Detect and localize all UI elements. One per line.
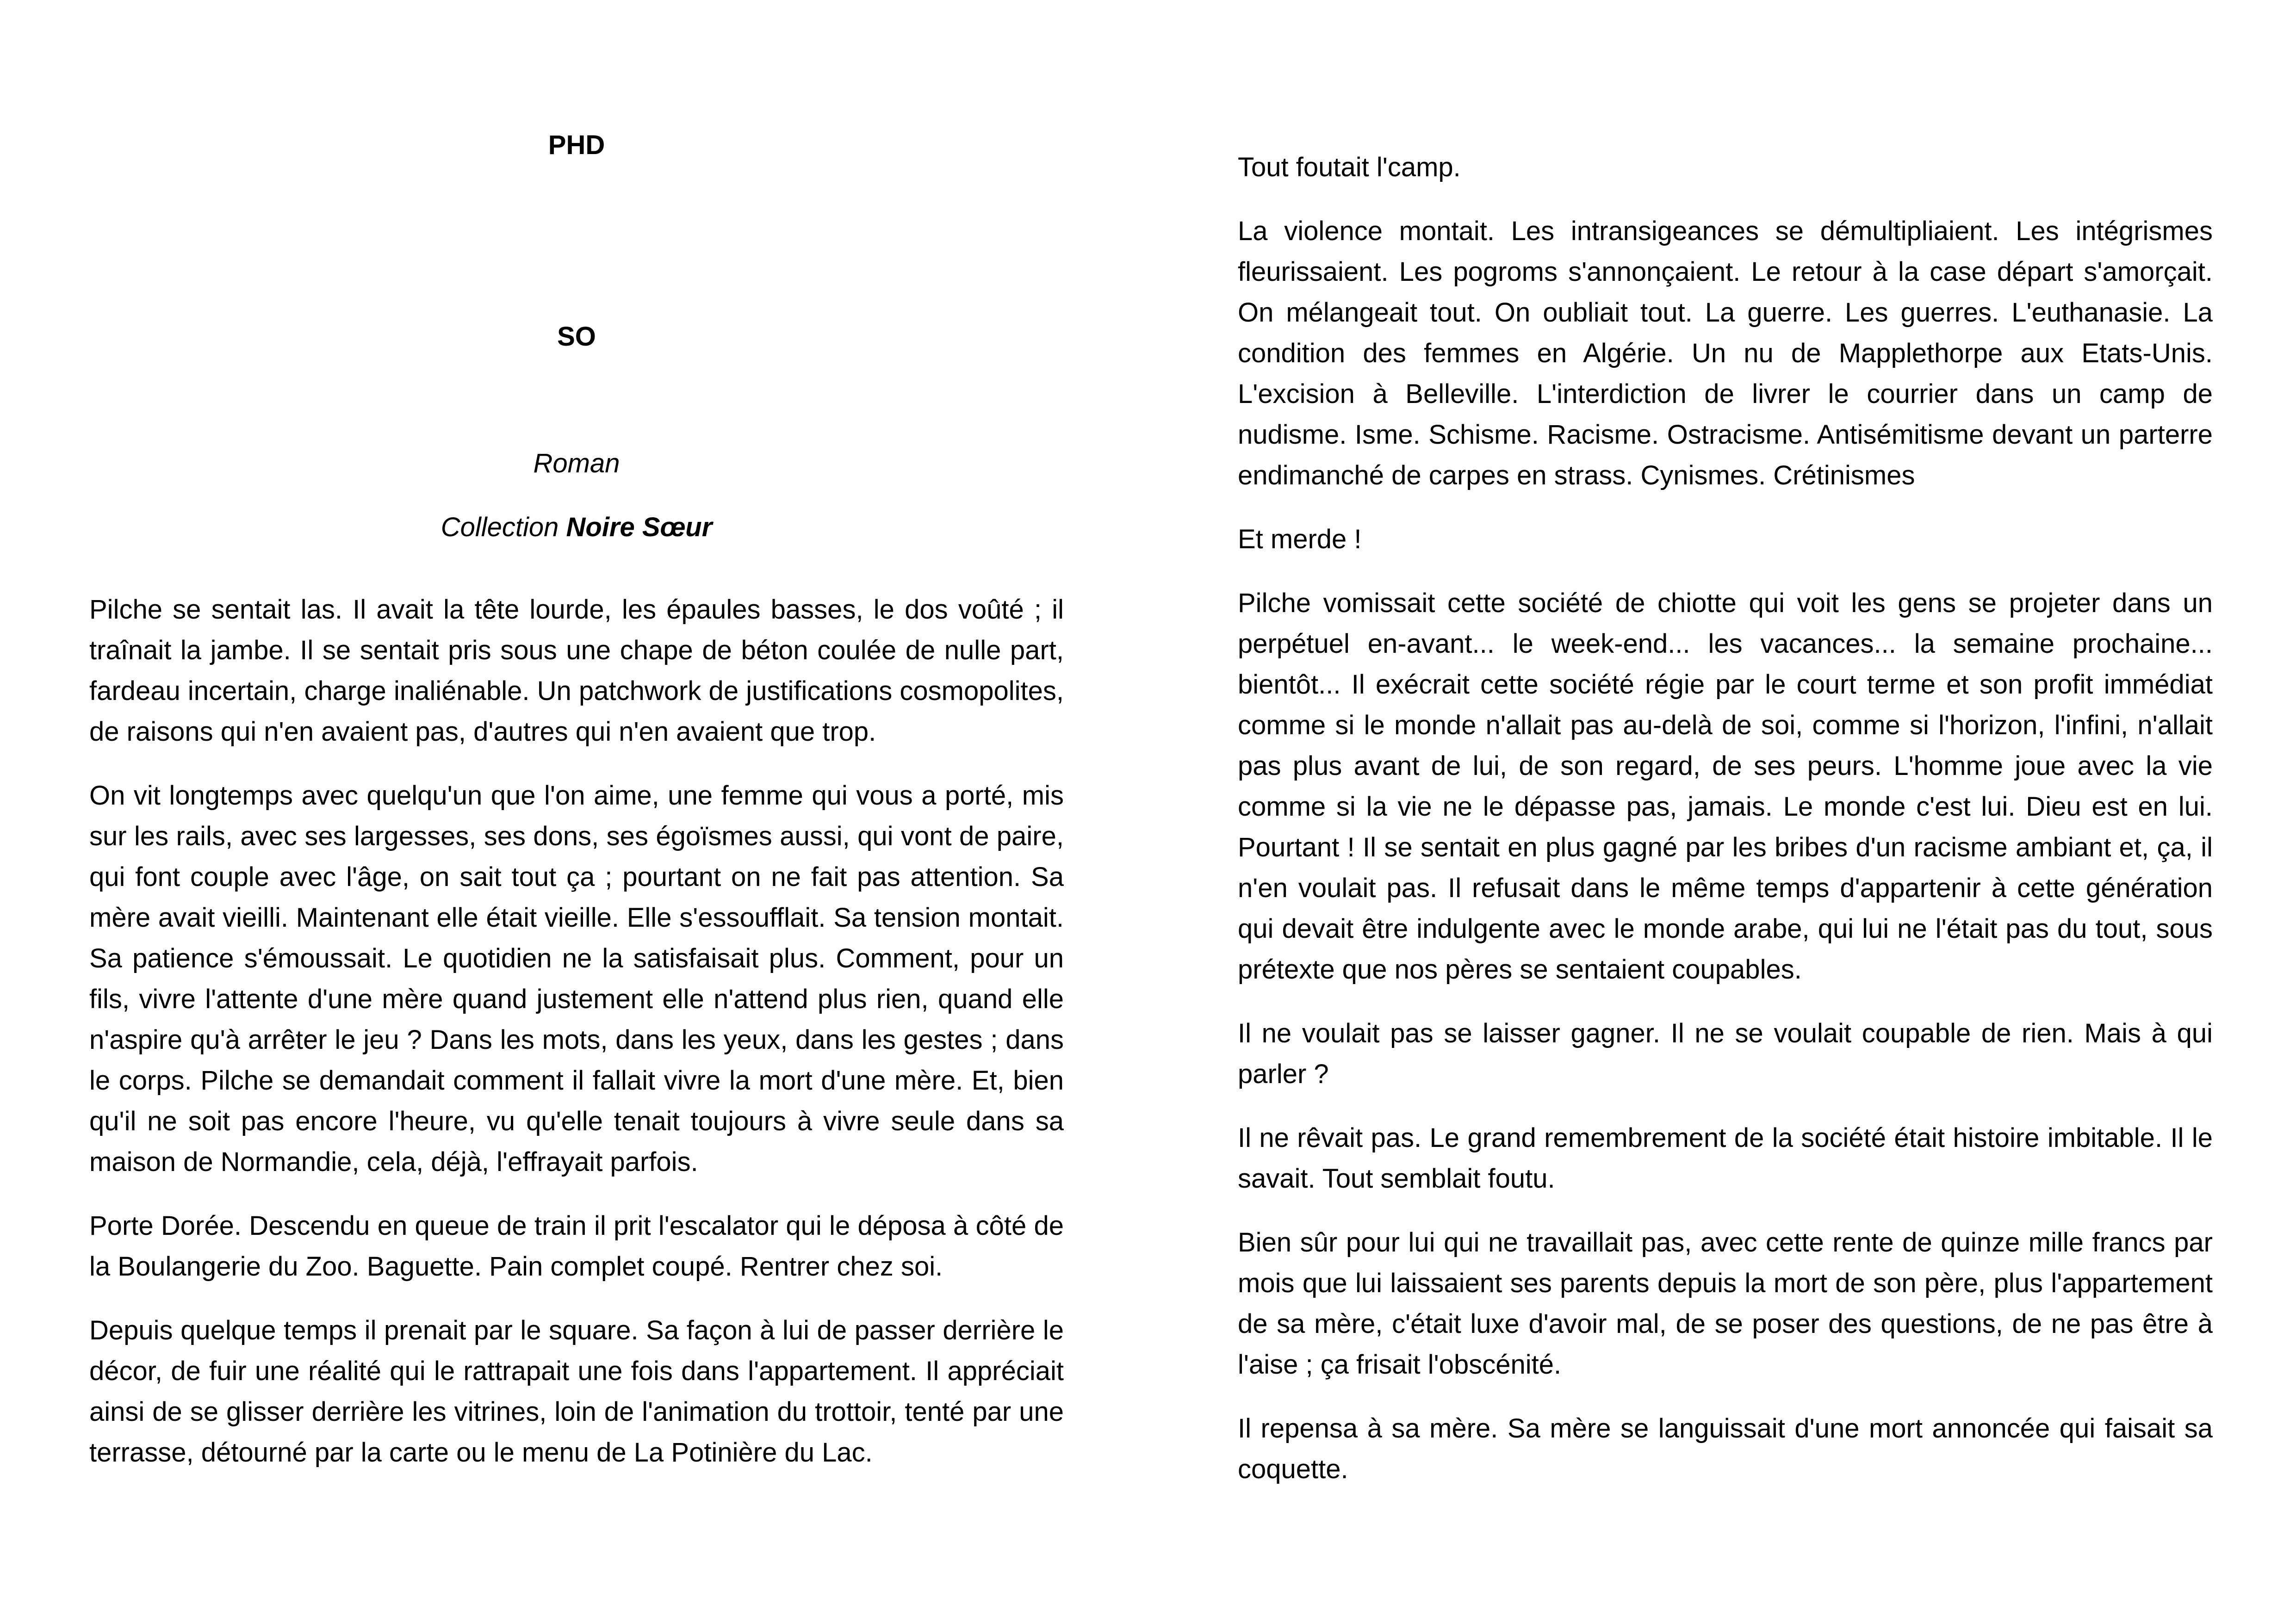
paragraph: Il ne rêvait pas. Le grand remembrement de la société était histoire imbitable. Il le savait. Tout semblait foutu. bbox=[1238, 1123, 2213, 1194]
paragraph: Bien sûr pour lui qui ne travaillait pas, avec cette rente de quinze mille francs par mois que lui laissaient ses parents depuis la mort de son père, plus l'appartement de sa mère, c'était luxe d'avoir mal, de se poser des questions, de ne pas être à l'aise ; ça frisait l'obscénité. bbox=[1238, 1227, 2213, 1380]
paragraph: La violence montait. Les intransigeances se démultipliaient. Les intégrismes fleurissaient. Les pogroms s'annonçaient. Le retour à la case départ s'amorçait. On mélangeait tout. On oubliait tout. La guerre. Les guerres. L'euthanasie. La condition des femmes en Algérie. Un nu de Mapplethorpe aux Etats-Unis. L'excision à Belleville. L'interdiction de livrer le courrier dans un camp de nudisme. Isme. Schisme. Racisme. Ostracisme. Antisémitisme devant un parterre endimanché de carpes en strass. Cynismes. Crétinismes bbox=[1238, 216, 2213, 490]
paragraph: Porte Dorée. Descendu en queue de train il prit l'escalator qui le déposa à côté de la Boulangerie du Zoo. Baguette. Pain complet coupé. Rentrer chez soi. bbox=[89, 1211, 1064, 1282]
book-genre: Roman bbox=[533, 448, 620, 478]
collection-name: Noire Sœur bbox=[566, 512, 713, 542]
right-text-column bbox=[1238, 147, 2213, 1513]
paragraph: Depuis quelque temps il prenait par le square. Sa façon à lui de passer derrière le décor, de fuir une réalité qui le rattrapait une fois dans l'appartement. Il appréciait ainsi de se glisser derrière les vitrines, loin de l'animation du trottoir, tenté par une terrasse, détourné par la carte ou le menu de La Potinière du Lac. bbox=[89, 1315, 1064, 1468]
paragraph: Pilche vomissait cette société de chiotte qui voit les gens se projeter dans un perpétuel en-avant... le week-end... les vacances... la semaine prochaine... bientôt... Il exécrait cette société régie par le court terme et son profit immédiat comme si le monde n'allait pas au-delà de soi, comme si l'horizon, l'infini, n'allait pas plus avant de lui, de son regard, de ses peurs. L'homme joue avec la vie comme si la vie ne le dépasse pas, jamais. Le monde c'est lui. Dieu est en lui. Pourtant ! Il se sentait en plus gagné par les bribes d'un racisme ambiant et, ça, il n'en voulait pas. Il refusait dans le même temps d'appartenir à cette génération qui devait être indulgente avec le monde arabe, qui lui ne l'était pas du tout, sous prétexte que nos pères se sentaient coupables. bbox=[1238, 588, 2213, 985]
author-name: PHD bbox=[548, 130, 605, 160]
book-title: SO bbox=[557, 322, 596, 352]
collection-label: Collection bbox=[441, 512, 559, 542]
right-page bbox=[1148, 0, 2296, 1623]
paragraph: Tout foutait l'camp. bbox=[1238, 152, 1461, 182]
paragraph: Et merde ! bbox=[1238, 524, 1362, 554]
paragraph: On vit longtemps avec quelqu'un que l'on aime, une femme qui vous a porté, mis sur les rails, avec ses largesses, ses dons, ses égoïsmes aussi, qui vont de paire, qui font couple avec l'âge, on sait tout ça ; pourtant on ne fait pas attention. Sa mère avait vieilli. Maintenant elle était vieille. Elle s'essoufflait. Sa tension montait. Sa patience s'émoussait. Le quotidien ne la satisfaisait plus. Comment, pour un fils, vivre l'attente d'une mère quand justement elle n'attend plus rien, quand elle n'aspire qu'à arrêter le jeu ? Dans les mots, dans les yeux, dans les gestes ; dans le corps. Pilche se demandait comment il fallait vivre la mort d'une mère. Et, bien qu'il ne soit pas encore l'heure, vu qu'elle tenait toujours à vivre seule dans sa maison de Normandie, cela, déjà, l'effrayait parfois. bbox=[89, 781, 1064, 1177]
collection-line bbox=[89, 507, 1064, 548]
paragraph: Il ne voulait pas se laisser gagner. Il ne se voulait coupable de rien. Mais à qui parler ? bbox=[1238, 1018, 2213, 1089]
paragraph: Pilche se sentait las. Il avait la tête lourde, les épaules basses, le dos voûté ; il traînait la jambe. Il se sentait pris sous une chape de béton coulée de nulle part, fardeau incertain, charge inaliénable. Un patchwork de justifications cosmopolites, de raisons qui n'en avaient pas, d'autres qui n'en avaient que trop. bbox=[89, 595, 1064, 747]
paragraph: Il repensa à sa mère. Sa mère se languissait d'une mort annoncée qui faisait sa coquette. bbox=[1238, 1413, 2213, 1484]
left-text-column bbox=[89, 589, 1064, 1496]
